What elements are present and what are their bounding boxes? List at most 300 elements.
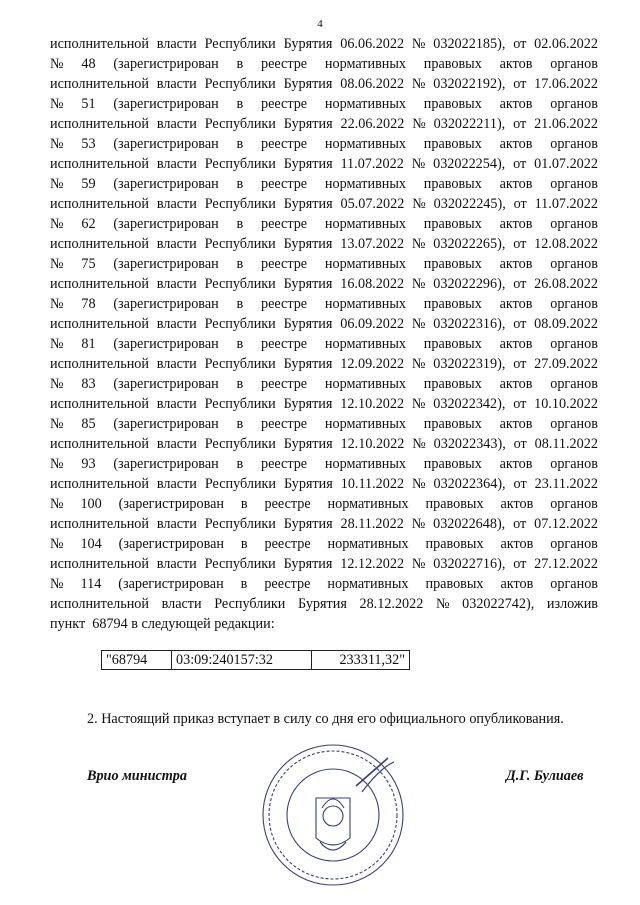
body-word: органов xyxy=(550,176,598,192)
body-word: 032022245), xyxy=(433,196,506,212)
body-line xyxy=(50,434,598,454)
body-word: 032022364), xyxy=(433,476,506,492)
body-word: Республики xyxy=(204,276,276,292)
body-word: 100 xyxy=(80,496,102,512)
body-word: № xyxy=(50,496,64,512)
body-word: № xyxy=(50,376,64,392)
body-word: 104 xyxy=(80,536,102,552)
body-word: 53 xyxy=(81,136,96,152)
body-line xyxy=(50,314,598,334)
body-word: актов xyxy=(500,576,534,592)
body-word: правовых xyxy=(423,256,482,272)
body-word: № xyxy=(411,356,426,372)
body-word: Бурятия xyxy=(283,356,333,372)
body-word: реестре xyxy=(261,296,308,312)
body-word: 12.12.2022 xyxy=(340,556,405,572)
body-word: органов xyxy=(550,56,598,72)
body-word: Бурятия xyxy=(283,436,333,452)
body-word: № xyxy=(50,296,64,312)
body-word: актов xyxy=(499,296,533,312)
body-word: от xyxy=(513,196,527,212)
body-word: 032022185), xyxy=(433,36,506,52)
body-word: 08.11.2022 xyxy=(534,436,598,452)
body-word: власти xyxy=(156,36,197,52)
body-word: в xyxy=(236,176,244,192)
paragraph-2: 2. Настоящий приказ вступает в силу со дня его официального опубликования. xyxy=(87,711,564,727)
body-word: № xyxy=(50,136,64,152)
body-word: Республики xyxy=(204,476,277,492)
body-word: правовых xyxy=(423,456,482,472)
body-word: от xyxy=(513,116,527,132)
body-word: реестре xyxy=(264,576,311,592)
body-word: № xyxy=(412,196,426,212)
body-word: Бурятия xyxy=(283,516,333,532)
body-word: органов xyxy=(550,256,598,272)
body-word: 22.06.2022 xyxy=(340,116,405,132)
body-word: актов xyxy=(499,336,533,352)
body-word: 032022716), xyxy=(433,556,506,572)
body-word: актов xyxy=(499,96,533,112)
body-word: правовых xyxy=(423,416,482,432)
body-word: № xyxy=(412,116,426,132)
body-word: власти xyxy=(156,156,197,172)
body-word: от xyxy=(513,276,527,292)
official-seal-stamp xyxy=(258,740,408,890)
body-word: 114 xyxy=(80,576,102,592)
body-line xyxy=(50,514,598,534)
body-word: актов xyxy=(499,416,533,432)
body-word: нормативных xyxy=(324,96,406,112)
body-word: органов xyxy=(550,216,598,232)
body-word: органов xyxy=(550,416,598,432)
body-word: (зарегистрирован xyxy=(113,416,219,432)
body-word: власти xyxy=(161,596,202,612)
body-word: актов xyxy=(499,216,533,232)
body-word: реестре xyxy=(261,96,308,112)
body-word: исполнительной xyxy=(50,436,149,452)
body-line xyxy=(50,494,598,514)
body-word: Республики xyxy=(204,396,276,412)
body-word: 21.06.2022 xyxy=(534,116,598,132)
body-word: 02.06.2022 xyxy=(534,36,598,52)
body-line xyxy=(50,54,598,74)
body-line xyxy=(50,394,598,414)
body-word: изложив xyxy=(546,596,598,612)
body-word: органов xyxy=(550,136,598,152)
body-word: правовых xyxy=(423,136,482,152)
page-number: 4 xyxy=(317,18,323,30)
cadastral-table-row xyxy=(101,650,410,670)
body-line xyxy=(50,94,598,114)
body-word: 08.06.2022 xyxy=(340,76,405,92)
body-word: Республики xyxy=(214,596,286,612)
body-word: № xyxy=(50,176,64,192)
body-word: власти xyxy=(156,356,197,372)
body-word: нормативных xyxy=(324,56,406,72)
body-word: (зарегистрирован xyxy=(113,216,219,232)
body-word: 12.10.2022 xyxy=(340,436,405,452)
body-word: 032022742), xyxy=(462,596,535,612)
body-word: реестре xyxy=(261,216,308,232)
signer-name: Д.Г. Булиаев xyxy=(506,768,584,784)
body-word: власти xyxy=(156,436,197,452)
body-line xyxy=(50,474,598,494)
body-line xyxy=(50,114,598,134)
body-word: от xyxy=(513,516,527,532)
body-word: Бурятия xyxy=(283,276,333,292)
body-word: власти xyxy=(156,236,197,252)
body-word: органов xyxy=(550,376,598,392)
body-word: № xyxy=(50,96,64,112)
body-word: № xyxy=(50,56,64,72)
body-word: Бурятия xyxy=(283,156,333,172)
body-line xyxy=(50,534,598,554)
body-word: от xyxy=(513,476,527,492)
body-line xyxy=(50,554,598,574)
body-word: № xyxy=(411,156,426,172)
body-word: нормативных xyxy=(324,336,406,352)
body-word: (зарегистрирован xyxy=(113,176,219,192)
body-word: № xyxy=(50,576,64,592)
body-word: 28.11.2022 xyxy=(340,516,404,532)
body-line xyxy=(50,74,598,94)
body-word: в xyxy=(236,456,244,472)
body-word: 81 xyxy=(81,336,96,352)
body-word: 01.07.2022 xyxy=(534,156,598,172)
body-word: правовых xyxy=(425,536,484,552)
body-word: в xyxy=(240,496,248,512)
body-word: реестре xyxy=(261,416,308,432)
body-word: власти xyxy=(156,196,197,212)
body-word: исполнительной xyxy=(50,196,149,212)
body-word: № xyxy=(411,516,426,532)
body-line xyxy=(50,234,598,254)
body-word: 78 xyxy=(81,296,96,312)
body-word: в xyxy=(236,336,244,352)
signer-title: Врио министра xyxy=(87,768,187,784)
body-line xyxy=(50,574,598,594)
body-word: от xyxy=(513,436,527,452)
body-word: в xyxy=(236,216,244,232)
body-word: власти xyxy=(156,276,197,292)
body-word: № xyxy=(50,216,64,232)
body-word: 032022319), xyxy=(433,356,506,372)
body-word: 17.06.2022 xyxy=(534,76,598,92)
body-word: исполнительной xyxy=(50,396,149,412)
body-word: 032022316), xyxy=(433,316,506,332)
body-word: 032022265), xyxy=(433,236,506,252)
body-word: реестре xyxy=(261,336,308,352)
body-word: (зарегистрирован xyxy=(113,136,219,152)
body-word: исполнительной xyxy=(50,556,149,572)
body-line xyxy=(50,254,598,274)
body-word: № xyxy=(411,236,426,252)
body-word: от xyxy=(513,356,527,372)
body-word: Бурятия xyxy=(283,196,333,212)
body-word: Республики xyxy=(204,76,276,92)
body-word: (зарегистрирован xyxy=(113,376,219,392)
body-word: исполнительной xyxy=(50,76,149,92)
body-line xyxy=(50,174,598,194)
body-word: правовых xyxy=(423,96,482,112)
body-word: № xyxy=(411,276,426,292)
body-word: 27.12.2022 xyxy=(534,556,598,572)
body-word: исполнительной xyxy=(50,596,149,612)
body-word: исполнительной xyxy=(50,116,149,132)
body-word: нормативных xyxy=(324,376,406,392)
order-body-text xyxy=(50,34,598,634)
body-word: исполнительной xyxy=(50,156,149,172)
body-word: правовых xyxy=(423,296,482,312)
body-word: 51 xyxy=(81,96,96,112)
body-word: 28.12.2022 xyxy=(359,596,424,612)
body-word: правовых xyxy=(425,496,484,512)
body-word: реестре xyxy=(261,56,308,72)
body-word: 23.11.2022 xyxy=(534,476,598,492)
body-word: власти xyxy=(156,76,197,92)
body-word: актов xyxy=(499,456,533,472)
body-word: от xyxy=(513,396,527,412)
body-line xyxy=(50,454,598,474)
body-word: № xyxy=(50,456,64,472)
body-word: власти xyxy=(156,556,197,572)
body-word: Республики xyxy=(204,556,276,572)
body-word: Бурятия xyxy=(283,236,333,252)
table-cell-cadastral-number: 03:09:240157:32 xyxy=(172,651,312,669)
body-word: органов xyxy=(550,336,598,352)
body-word: Бурятия xyxy=(283,396,333,412)
body-line xyxy=(50,294,598,314)
body-word: (зарегистрирован xyxy=(118,576,224,592)
body-word: актов xyxy=(499,176,533,192)
body-word: Республики xyxy=(204,316,276,332)
body-word: 48 xyxy=(81,56,96,72)
body-word: (зарегистрирован xyxy=(113,56,219,72)
body-word: нормативных xyxy=(324,416,406,432)
body-word: № xyxy=(412,476,426,492)
body-word: Бурятия xyxy=(283,316,333,332)
body-word: в xyxy=(236,296,244,312)
body-word: Республики xyxy=(204,516,276,532)
body-word: власти xyxy=(156,116,197,132)
body-word: нормативных xyxy=(324,296,406,312)
body-line-last: пункт 68794 в следующей редакции: xyxy=(50,616,275,632)
body-word: от xyxy=(513,236,527,252)
body-word: 26.08.2022 xyxy=(534,276,598,292)
body-word: № xyxy=(435,596,450,612)
body-word: актов xyxy=(499,56,533,72)
body-word: Республики xyxy=(204,116,276,132)
body-word: Бурятия xyxy=(283,556,333,572)
body-word: 13.07.2022 xyxy=(340,236,405,252)
body-word: № xyxy=(411,396,426,412)
body-word: 11.07.2022 xyxy=(340,156,404,172)
body-word: в xyxy=(236,96,244,112)
body-word: нормативных xyxy=(327,536,409,552)
body-word: 12.09.2022 xyxy=(340,356,405,372)
body-word: актов xyxy=(499,256,533,272)
body-word: реестре xyxy=(264,496,311,512)
body-word: реестре xyxy=(261,456,308,472)
body-line xyxy=(50,154,598,174)
body-word: 08.09.2022 xyxy=(534,316,598,332)
body-word: нормативных xyxy=(327,576,409,592)
body-word: Республики xyxy=(204,156,276,172)
body-word: реестре xyxy=(261,376,308,392)
body-word: в xyxy=(240,576,248,592)
table-cell-value: 233311,32" xyxy=(339,652,405,668)
body-word: Бурятия xyxy=(283,36,333,52)
body-word: правовых xyxy=(423,176,482,192)
body-word: власти xyxy=(156,516,197,532)
body-word: нормативных xyxy=(324,256,406,272)
body-word: власти xyxy=(156,316,197,332)
body-word: правовых xyxy=(423,336,482,352)
body-line xyxy=(50,414,598,434)
body-word: № xyxy=(412,436,426,452)
body-word: органов xyxy=(550,96,598,112)
body-word: № xyxy=(50,256,64,272)
body-word: (зарегистрирован xyxy=(118,536,225,552)
body-word: нормативных xyxy=(324,456,406,472)
body-word: (зарегистрирован xyxy=(118,496,225,512)
body-word: 032022254), xyxy=(433,156,506,172)
body-word: органов xyxy=(550,456,598,472)
body-word: № xyxy=(411,76,426,92)
body-word: исполнительной xyxy=(50,276,149,292)
body-word: реестре xyxy=(261,176,308,192)
body-word: нормативных xyxy=(324,216,406,232)
body-word: в xyxy=(236,136,244,152)
body-word: власти xyxy=(156,396,197,412)
body-word: нормативных xyxy=(324,176,406,192)
body-word: № xyxy=(411,316,426,332)
body-word: Бурятия xyxy=(283,476,333,492)
body-word: 85 xyxy=(81,416,96,432)
body-word: № xyxy=(50,416,64,432)
body-word: Республики xyxy=(204,436,276,452)
body-word: Бурятия xyxy=(298,596,347,612)
body-word: (зарегистрирован xyxy=(113,456,219,472)
body-word: от xyxy=(513,76,527,92)
body-word: исполнительной xyxy=(50,236,149,252)
body-word: (зарегистрирован xyxy=(113,256,219,272)
body-word: исполнительной xyxy=(50,36,149,52)
body-word: от xyxy=(513,316,527,332)
body-word: № xyxy=(50,336,64,352)
body-word: правовых xyxy=(425,576,484,592)
body-line xyxy=(50,274,598,294)
body-word: 75 xyxy=(81,256,96,272)
body-word: Республики xyxy=(204,196,276,212)
body-word: нормативных xyxy=(327,496,409,512)
body-line xyxy=(50,214,598,234)
body-word: реестре xyxy=(261,136,308,152)
body-word: Бурятия xyxy=(283,76,333,92)
body-word: № xyxy=(411,556,426,572)
table-cell-id: "68794 xyxy=(102,651,172,669)
body-word: 032022343), xyxy=(433,436,506,452)
body-word: 032022296), xyxy=(433,276,506,292)
body-word: 59 xyxy=(81,176,96,192)
body-word: органов xyxy=(550,496,598,512)
body-word: правовых xyxy=(423,56,482,72)
body-word: Бурятия xyxy=(283,116,333,132)
body-line xyxy=(50,374,598,394)
body-word: реестре xyxy=(264,536,311,552)
body-word: 032022192), xyxy=(433,76,506,92)
body-word: 12.08.2022 xyxy=(534,236,598,252)
body-line xyxy=(50,594,598,614)
body-word: актов xyxy=(499,376,533,392)
body-word: в xyxy=(236,416,244,432)
body-word: нормативных xyxy=(324,136,406,152)
body-word: в xyxy=(236,256,244,272)
body-word: реестре xyxy=(261,256,308,272)
body-word: 032022648), xyxy=(433,516,506,532)
body-word: актов xyxy=(500,496,534,512)
body-word: от xyxy=(513,156,527,172)
body-word: 05.07.2022 xyxy=(340,196,405,212)
body-word: исполнительной xyxy=(50,316,149,332)
body-word: исполнительной xyxy=(50,516,149,532)
body-word: в xyxy=(240,536,248,552)
body-word: правовых xyxy=(423,216,482,232)
body-word: (зарегистрирован xyxy=(113,296,219,312)
body-word: от xyxy=(513,36,527,52)
body-word: Республики xyxy=(204,236,276,252)
body-word: Республики xyxy=(204,356,276,372)
body-line xyxy=(50,134,598,154)
body-word: актов xyxy=(500,536,534,552)
body-word: от xyxy=(513,556,527,572)
body-word: Республики xyxy=(204,36,276,52)
body-word: власти xyxy=(156,476,197,492)
body-word: 16.08.2022 xyxy=(340,276,405,292)
body-line xyxy=(50,334,598,354)
body-word: в xyxy=(236,376,244,392)
body-line xyxy=(50,354,598,374)
body-word: 06.06.2022 xyxy=(340,36,405,52)
body-word: № xyxy=(411,36,426,52)
body-word: актов xyxy=(499,136,533,152)
body-word: 032022211), xyxy=(433,116,506,132)
body-word: органов xyxy=(550,296,598,312)
body-word: органов xyxy=(550,536,598,552)
body-word: (зарегистрирован xyxy=(113,336,219,352)
body-line xyxy=(50,34,598,54)
body-word: в xyxy=(236,56,244,72)
body-word: 11.07.2022 xyxy=(534,196,598,212)
body-word: 07.12.2022 xyxy=(534,516,598,532)
body-word: исполнительной xyxy=(50,476,149,492)
body-word: органов xyxy=(550,576,598,592)
body-word: 10.10.2022 xyxy=(534,396,598,412)
body-word: правовых xyxy=(423,376,482,392)
body-word: 27.09.2022 xyxy=(534,356,598,372)
body-word: 032022342), xyxy=(433,396,506,412)
body-word: 93 xyxy=(81,456,96,472)
body-word: 62 xyxy=(81,216,96,232)
body-word: № xyxy=(50,536,64,552)
body-word: 83 xyxy=(81,376,96,392)
body-word: 12.10.2022 xyxy=(340,396,405,412)
body-word: (зарегистрирован xyxy=(113,96,219,112)
body-line xyxy=(50,194,598,214)
body-word: 10.11.2022 xyxy=(340,476,405,492)
body-word: исполнительной xyxy=(50,356,149,372)
body-word: 06.09.2022 xyxy=(340,316,405,332)
